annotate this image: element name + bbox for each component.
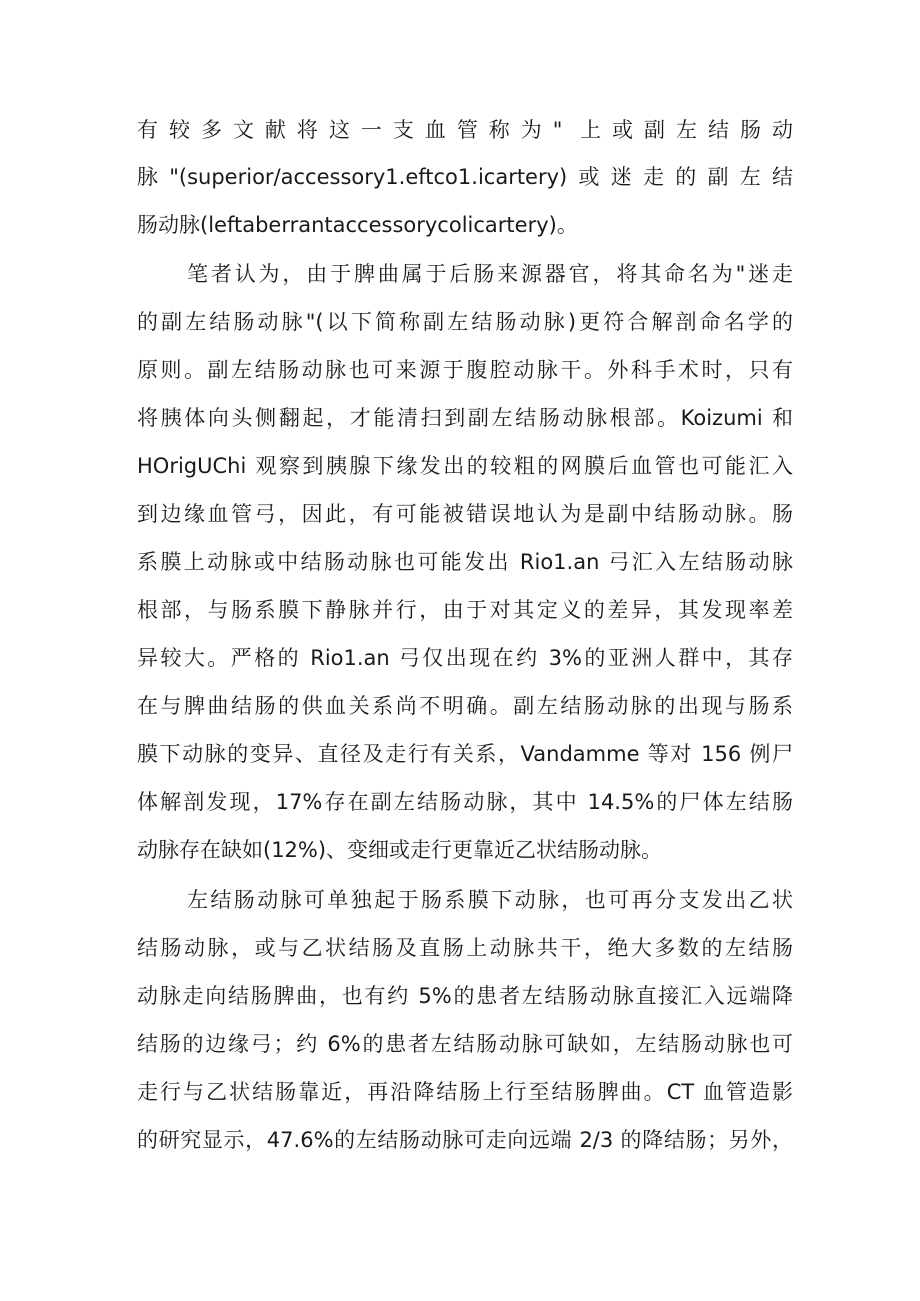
text-line: 动脉走向结肠脾曲，也有约 5%的患者左结肠动脉直接汇入远端降: [137, 984, 793, 1008]
text-line: 将胰体向头侧翻起，才能清扫到副左结肠动脉根部。Koizumi 和: [137, 406, 793, 430]
text-line: 结肠动脉，或与乙状结肠及直肠上动脉共干，绝大多数的左结肠: [137, 936, 793, 960]
text-line: 膜下动脉的变异、直径及走行有关系，Vandamme 等对 156 例尸: [137, 742, 793, 766]
text-line: 体解剖发现，17%存在副左结肠动脉，其中 14.5%的尸体左结肠: [137, 790, 793, 814]
text-line: 在与脾曲结肠的供血关系尚不明确。副左结肠动脉的出现与肠系: [137, 694, 793, 718]
text-line: 肠动脉(leftaberrantaccessorycolicartery)。: [137, 213, 578, 237]
text-line: 到边缘血管弓，因此，有可能被错误地认为是副中结肠动脉。肠: [137, 502, 793, 526]
text-line: 有较多文献将这一支血管称为" 上或副左结肠动: [137, 118, 793, 142]
text-line: HOrigUChi 观察到胰腺下缘发出的较粗的网膜后血管也可能汇入: [137, 454, 793, 478]
text-line: 根部，与肠系膜下静脉并行，由于对其定义的差异，其发现率差: [137, 598, 793, 622]
text-line: 的研究显示，47.6%的左结肠动脉可走向远端 2/3 的降结肠；另外，: [137, 1128, 793, 1152]
text-line: 异较大。严格的 Rio1.an 弓仅出现在约 3%的亚洲人群中，其存: [137, 646, 793, 670]
text-line: 结肠的边缘弓；约 6%的患者左结肠动脉可缺如，左结肠动脉也可: [137, 1032, 793, 1056]
text-line: 左结肠动脉可单独起于肠系膜下动脉，也可再分支发出乙状: [187, 888, 793, 912]
text-line: 走行与乙状结肠靠近，再沿降结肠上行至结肠脾曲。CT 血管造影: [137, 1080, 793, 1104]
text-line: 的副左结肠动脉"(以下简称副左结肠动脉)更符合解剖命名学的: [137, 310, 793, 334]
text-line: 动脉存在缺如(12%)、变细或走行更靠近乙状结肠动脉。: [137, 838, 663, 862]
text-line: 脉"(superior/accessory1.eftco1.icartery)或迷走的副左结: [137, 165, 793, 189]
text-line: 笔者认为，由于脾曲属于后肠来源器官，将其命名为"迷走: [187, 262, 793, 286]
text-line: 原则。副左结肠动脉也可来源于腹腔动脉干。外科手术时，只有: [137, 358, 793, 382]
text-line: 系膜上动脉或中结肠动脉也可能发出 Rio1.an 弓汇入左结肠动脉: [137, 550, 793, 574]
